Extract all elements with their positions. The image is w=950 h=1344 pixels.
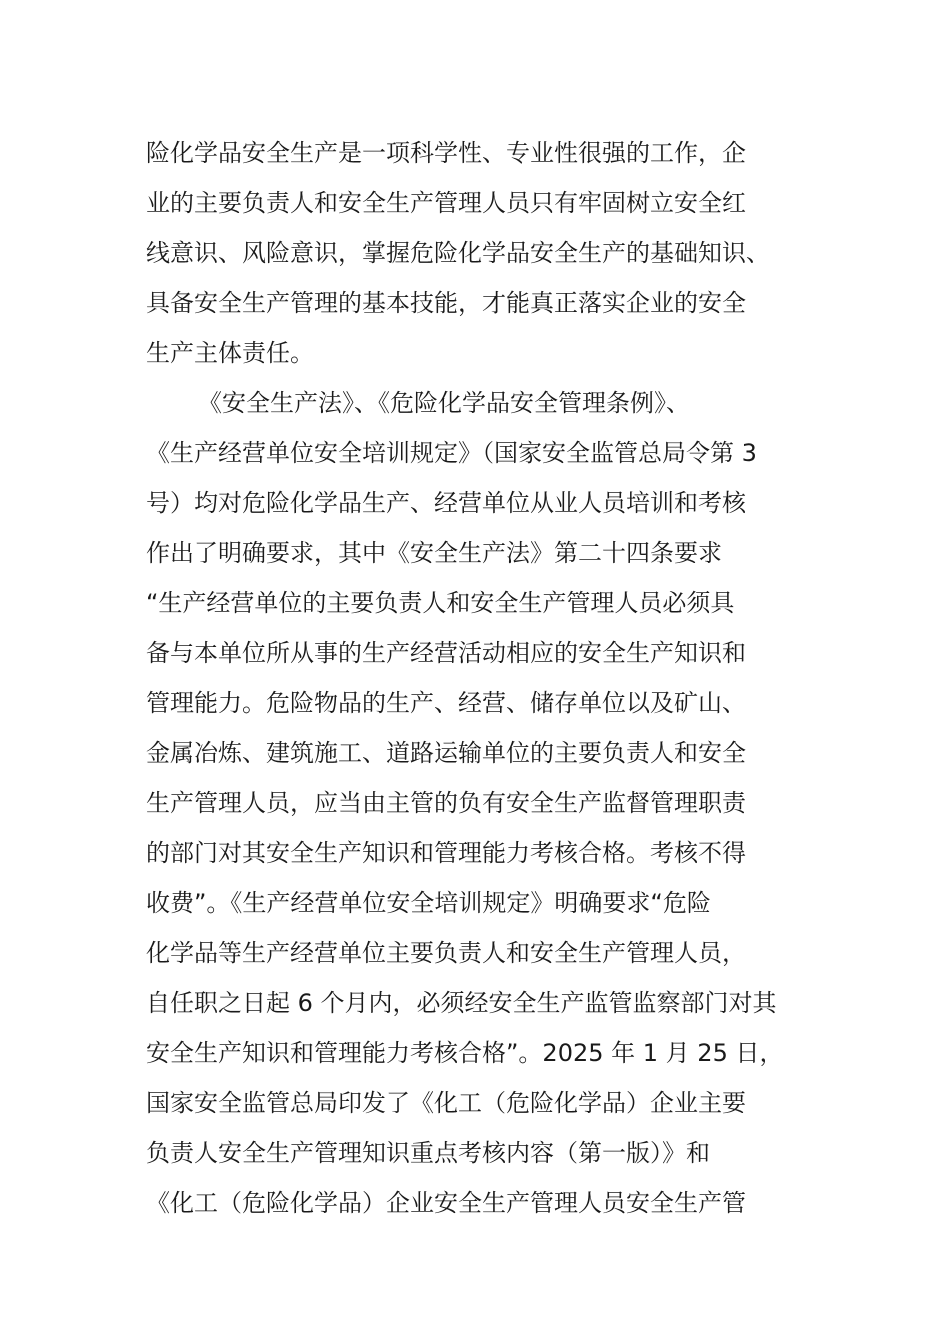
text-line: 备与本单位所从事的生产经营活动相应的安全生产知识和 bbox=[146, 639, 746, 667]
text-line-indented: 《安全生产法》、《危险化学品安全管理条例》、 bbox=[198, 389, 690, 417]
text-line: 作出了明确要求，其中《安全生产法》第二十四条要求 bbox=[146, 539, 722, 567]
text-line: 国家安全监管总局印发了《化工（危险化学品）企业主要 bbox=[146, 1089, 746, 1117]
text-line: 险化学品安全生产是一项科学性、专业性很强的工作，企 bbox=[146, 139, 746, 167]
text-line: 自任职之日起 6 个月内，必须经安全生产监管监察部门对其 bbox=[146, 989, 777, 1017]
text-line: 号）均对危险化学品生产、经营单位从业人员培训和考核 bbox=[146, 489, 746, 517]
text-line: 负责人安全生产管理知识重点考核内容（第一版）》和 bbox=[146, 1139, 710, 1167]
body-text bbox=[146, 128, 816, 1228]
text-line: 生产管理人员，应当由主管的负有安全生产监督管理职责 bbox=[146, 789, 746, 817]
text-line: 业的主要负责人和安全生产管理人员只有牢固树立安全红 bbox=[146, 189, 746, 217]
paragraph-2 bbox=[146, 378, 816, 1228]
text-line: 《化工（危险化学品）企业安全生产管理人员安全生产管 bbox=[146, 1189, 746, 1217]
text-line: “生产经营单位的主要负责人和安全生产管理人员必须具 bbox=[146, 589, 735, 617]
paragraph-1 bbox=[146, 128, 816, 378]
text-line: 生产主体责任。 bbox=[146, 339, 314, 367]
text-line: 管理能力。危险物品的生产、经营、储存单位以及矿山、 bbox=[146, 689, 746, 717]
text-line: 化学品等生产经营单位主要负责人和安全生产管理人员， bbox=[146, 939, 746, 967]
text-line: 具备安全生产管理的基本技能，才能真正落实企业的安全 bbox=[146, 289, 746, 317]
text-line: 金属冶炼、建筑施工、道路运输单位的主要负责人和安全 bbox=[146, 739, 746, 767]
text-line: 的部门对其安全生产知识和管理能力考核合格。考核不得 bbox=[146, 839, 746, 867]
text-line: 《生产经营单位安全培训规定》（国家安全监管总局令第 3 bbox=[146, 439, 757, 467]
text-line: 收费”。《生产经营单位安全培训规定》明确要求“危险 bbox=[146, 889, 711, 917]
text-line: 安全生产知识和管理能力考核合格”。2025 年 1 月 25 日， bbox=[146, 1039, 784, 1067]
text-line: 线意识、风险意识，掌握危险化学品安全生产的基础知识、 bbox=[146, 239, 770, 267]
